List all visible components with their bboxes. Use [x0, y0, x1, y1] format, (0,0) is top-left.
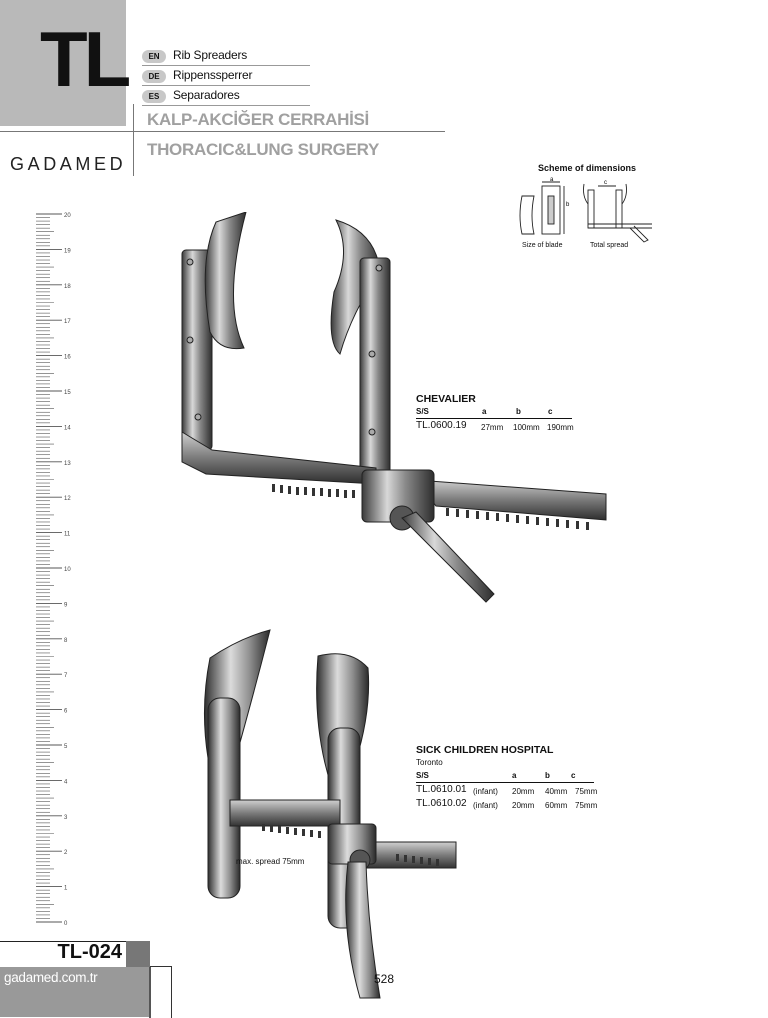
ruler-label: 12: [64, 496, 71, 503]
spec-header-a: a: [482, 407, 487, 416]
spec-value-c: 75mm: [575, 787, 598, 796]
ruler-label: 19: [64, 248, 71, 255]
spec-header-b: b: [545, 771, 550, 780]
language-label: Rippenssperrer: [173, 68, 253, 82]
product-name: SICK CHILDREN HOSPITAL: [416, 744, 554, 756]
product-note: (infant): [473, 787, 498, 796]
spec-value-a: 20mm: [512, 787, 535, 796]
ruler-label: 9: [64, 602, 68, 609]
page-number: 528: [374, 972, 395, 986]
ruler-label: 17: [64, 319, 71, 326]
section-code: TL: [40, 15, 128, 103]
footer-edge: [149, 967, 151, 1018]
product-code: TL.0600.19: [416, 420, 467, 431]
footer-website-box: [0, 967, 150, 1017]
language-badge: ES: [142, 90, 166, 103]
language-row-de: [142, 66, 310, 86]
scheme-label-b: b: [566, 202, 570, 208]
ruler-label: 3: [64, 814, 68, 821]
measurement-ruler: [30, 206, 80, 926]
ruler-label: 5: [64, 744, 68, 750]
ruler-label: 4: [64, 779, 68, 786]
language-badge: EN: [142, 50, 166, 63]
spec-header-a: a: [512, 771, 517, 780]
spec-value-b: 100mm: [513, 423, 540, 432]
ruler-label: 8: [64, 637, 68, 644]
spec-header-ss: S/S: [416, 771, 429, 780]
footer-product-code: TL-024: [57, 941, 122, 963]
header-divider-horizontal: [0, 131, 445, 132]
spec-value-c: 190mm: [547, 423, 574, 432]
ruler-label: 14: [64, 425, 71, 432]
spec-header-c: c: [548, 407, 553, 416]
language-badge: DE: [142, 70, 166, 83]
footer-code-box: [0, 941, 126, 967]
ruler-label: 13: [64, 460, 71, 467]
ruler-label: 7: [64, 673, 68, 680]
header-divider-vertical: [133, 104, 134, 176]
ruler-label: 1: [64, 885, 68, 892]
spec-value-c: 75mm: [575, 801, 598, 810]
brand-logo: [10, 154, 127, 176]
language-row-en: [142, 46, 310, 66]
spec-value-b: 60mm: [545, 801, 568, 810]
scheme-caption-spread: Total spread: [590, 242, 629, 249]
spec-header-c: c: [571, 771, 576, 780]
ruler-label: 0: [64, 921, 68, 926]
spec-value-b: 40mm: [545, 787, 568, 796]
footer-tab: [150, 966, 172, 1018]
language-label: Rib Spreaders: [173, 48, 248, 62]
ruler-label: 10: [64, 567, 71, 573]
product-code: TL.0610.01: [416, 784, 467, 795]
category-title-turkish: KALP-AKCİĞER CERRAHİSİ: [147, 110, 369, 129]
scheme-label-c: c: [604, 180, 607, 186]
footer-website: gadamed.com.tr: [4, 970, 98, 985]
max-spread-note: max. spread 75mm: [236, 857, 305, 866]
ruler-label: 16: [64, 354, 71, 361]
spec-value-a: 27mm: [481, 423, 504, 432]
product-subtitle: Toronto: [416, 758, 443, 767]
language-row-es: [142, 86, 310, 106]
language-label: Separadores: [173, 88, 240, 102]
ruler-label: 11: [64, 531, 71, 538]
ruler-label: 18: [64, 283, 71, 290]
ruler-label: 20: [64, 213, 71, 219]
scheme-label-a: a: [550, 177, 554, 183]
scheme-caption-blade: Size of blade: [522, 242, 563, 249]
category-title-english: THORACIC&LUNG SURGERY: [147, 140, 380, 159]
ruler-label: 6: [64, 708, 68, 715]
ruler-label: 15: [64, 390, 71, 396]
spec-header-b: b: [516, 407, 521, 416]
product-name: CHEVALIER: [416, 393, 476, 405]
spec-value-a: 20mm: [512, 801, 535, 810]
spec-divider: [416, 418, 572, 419]
brand-name: GADAMED: [10, 154, 127, 174]
scheme-title: Scheme of dimensions: [538, 163, 637, 173]
product-code: TL.0610.02: [416, 798, 467, 809]
product-note: (infant): [473, 801, 498, 810]
sick-children-hospital-rib-spreader-image: [200, 628, 460, 1008]
section-code-box: [0, 0, 126, 126]
footer-accent-block: [126, 941, 150, 967]
spec-divider: [416, 782, 594, 783]
spec-header-ss: S/S: [416, 407, 429, 416]
ruler-label: 2: [64, 850, 68, 857]
